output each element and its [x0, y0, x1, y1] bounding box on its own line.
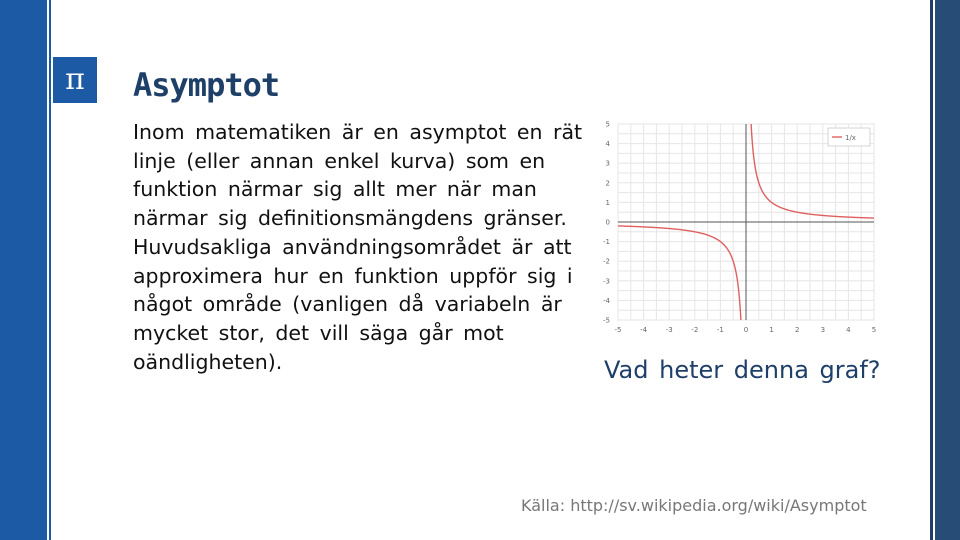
x-tick-label: 1	[769, 326, 774, 334]
y-tick-label: -4	[603, 296, 610, 305]
pi-logo-icon: π	[53, 57, 97, 103]
x-tick-label: 3	[820, 326, 826, 334]
x-tick-label: 4	[846, 326, 851, 334]
legend-label: 1/x	[845, 134, 856, 142]
y-tick-label: 2	[605, 179, 610, 188]
left-accent-band	[0, 0, 47, 540]
y-tick-label: -2	[603, 257, 610, 266]
y-tick-label: 4	[605, 140, 610, 149]
chart-legend	[828, 128, 870, 146]
x-tick-label: 2	[794, 326, 800, 334]
y-tick-label: 5	[605, 120, 610, 129]
graph-question: Vad heter denna graf?	[604, 356, 881, 384]
x-tick-label: -2	[691, 326, 699, 334]
right-accent-band	[935, 0, 960, 540]
source-citation: Källa: http://sv.wikipedia.org/wiki/Asymptot	[521, 496, 867, 515]
y-tick-label: -3	[603, 277, 610, 286]
y-tick-label: 3	[605, 159, 610, 168]
y-tick-label: 0	[605, 218, 610, 227]
x-tick-label: -1	[716, 326, 724, 334]
x-tick-label: -5	[614, 326, 622, 334]
left-accent-rule	[49, 0, 51, 540]
definition-paragraph: Inom matematiken är en asymptot en rät linje (eller annan enkel kurva) som en funktion närmar sig allt mer när man närmar sig definitionsmängdens gränser. Huvudsakliga användningsområdet är att approximera hur en funktion uppför sig i något område (vanligen då variabeln är mycket stor, det vill säga går mot oändligheten).	[133, 120, 583, 374]
y-tick-label: -5	[603, 316, 610, 325]
asymptote-graph	[592, 118, 880, 338]
y-tick-label: -1	[603, 238, 610, 247]
slide-title: Asymptot	[133, 66, 280, 104]
y-tick-label: 1	[605, 198, 610, 207]
x-tick-label: -3	[665, 326, 673, 334]
right-accent-rule	[930, 0, 933, 540]
x-tick-label: 0	[743, 326, 749, 334]
x-tick-label: -4	[640, 326, 648, 334]
x-tick-label: 5	[871, 326, 877, 334]
